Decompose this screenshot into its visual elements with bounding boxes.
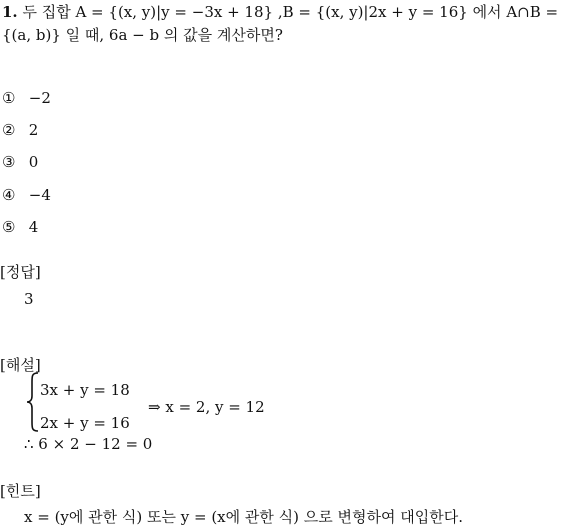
left-brace-icon xyxy=(26,372,40,432)
question-text-1: 두 집합 A = {(x, y)|y = −3x + 18} ,B = {(x, y)|2x + y = 16} 에서 A∩B = xyxy=(22,3,559,21)
system-equation-2: 2x + y = 16 xyxy=(40,414,130,432)
hint-label: [힌트] xyxy=(0,482,41,500)
system-result: ⇒ x = 2, y = 12 xyxy=(148,398,265,416)
option-1-mark: ① xyxy=(2,89,16,107)
explanation-label: [해설] xyxy=(0,356,41,374)
option-1[interactable] xyxy=(2,88,51,108)
answer-value: 3 xyxy=(24,290,34,308)
question-text-2: {(a, b)} 일 때, 6a − b 의 값을 계산하면? xyxy=(2,26,283,44)
option-3-value: 0 xyxy=(28,153,39,171)
option-1-value: −2 xyxy=(28,89,51,107)
option-4-value: −4 xyxy=(28,186,51,204)
option-3-mark: ③ xyxy=(2,153,16,171)
question-number: 1. xyxy=(2,3,18,21)
option-2[interactable] xyxy=(2,120,38,140)
option-2-mark: ② xyxy=(2,121,16,139)
option-4-mark: ④ xyxy=(2,186,16,204)
system-equation-1: 3x + y = 18 xyxy=(40,381,130,399)
hint-text: x = (y에 관한 식) 또는 y = (x에 관한 식) 으로 변형하여 대입한다. xyxy=(24,508,463,526)
option-5-value: 4 xyxy=(28,218,39,236)
answer-label: [정답] xyxy=(0,263,41,281)
option-3[interactable] xyxy=(2,152,38,172)
option-4[interactable] xyxy=(2,185,51,205)
option-5-mark: ⑤ xyxy=(2,218,16,236)
option-5[interactable] xyxy=(2,217,38,237)
option-2-value: 2 xyxy=(28,121,39,139)
explanation-conclusion: ∴ 6 × 2 − 12 = 0 xyxy=(24,435,153,453)
question-line-1 xyxy=(2,2,558,22)
question-line-2 xyxy=(2,25,283,45)
